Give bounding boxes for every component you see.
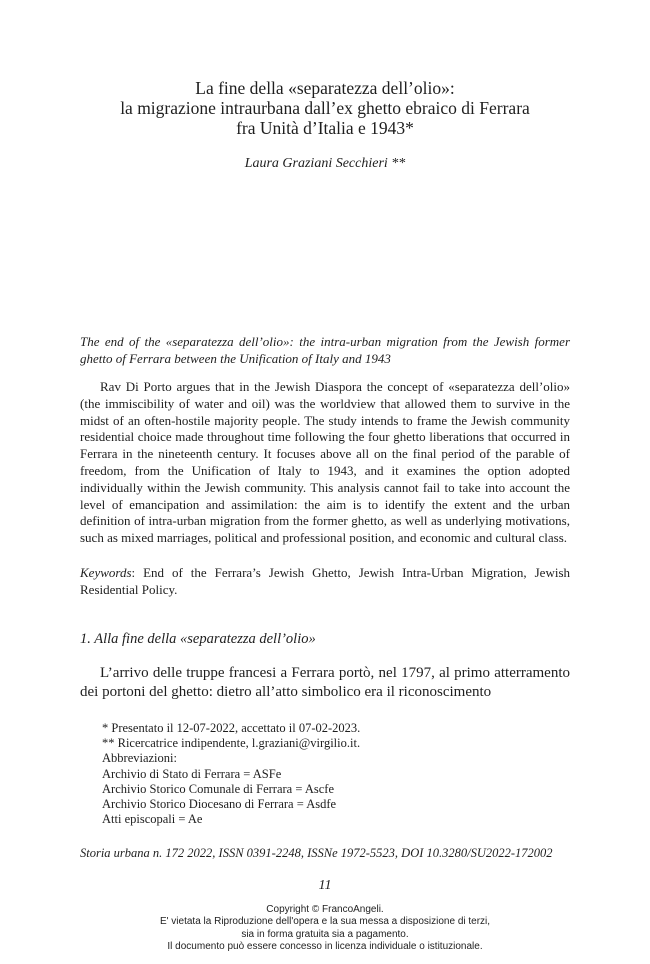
- footnote-abbrev-ascfe: Archivio Storico Comunale di Ferrara = Ascfe: [102, 781, 334, 796]
- title-line-1: La fine della «separatezza dell’olio»:: [195, 78, 455, 98]
- keywords-label: Keywords: [80, 565, 132, 580]
- section-heading: 1. Alla fine della «separatezza dell’olio»: [80, 631, 316, 647]
- copyright-line-4: Il documento può essere concesso in licenza individuale o istituzionale.: [167, 940, 483, 952]
- copyright-notice: [0, 904, 650, 953]
- article-title: [60, 78, 590, 138]
- footnote-abbrev-asfe: Archivio di Stato di Ferrara = ASFe: [102, 766, 282, 781]
- body-paragraph: L’arrivo delle truppe francesi a Ferrara portò, nel 1797, al primo atterramento dei portoni del ghetto: dietro all’atto simbolico era il riconoscimento: [80, 665, 570, 700]
- author-name: Laura Graziani Secchieri **: [244, 156, 406, 171]
- footnote-author: ** Ricercatrice indipendente, l.graziani@virgilio.it.: [102, 736, 361, 751]
- footnote-abbrev-ae: Atti episcopali = Ae: [102, 812, 203, 827]
- footnote-abbrev-heading: Abbreviazioni:: [102, 751, 177, 766]
- english-title: The end of the «separatezza dell’olio»: the intra-urban migration from the Jewish former ghetto of Ferrara between the Unification of Italy and 1943: [80, 334, 570, 366]
- title-line-3: fra Unità d’Italia e 1943*: [236, 118, 414, 138]
- footnote-abbrev-asdfe: Archivio Storico Diocesano di Ferrara = Asdfe: [102, 797, 337, 812]
- keywords: [80, 565, 570, 599]
- footnotes: [102, 721, 572, 827]
- copyright-line-3: sia in forma gratuita sia a pagamento.: [241, 928, 409, 940]
- title-line-2: la migrazione intraurbana dall’ex ghetto ebraico di Ferrara: [120, 98, 530, 118]
- footnote-submitted: * Presentato il 12-07-2022, accettato il 07-02-2023.: [102, 721, 361, 735]
- page-number: 11: [318, 878, 332, 893]
- keywords-text: : End of the Ferrara’s Jewish Ghetto, Jewish Intra-Urban Migration, Jewish Residential Policy.: [80, 565, 570, 597]
- copyright-line-2: E' vietata la Riproduzione dell'opera e la sua messa a disposizione di terzi,: [159, 916, 491, 928]
- abstract-paragraph: Rav Di Porto argues that in the Jewish Diaspora the concept of «separatezza dell’olio» (the immiscibility of water and oil) was the worldview that allowed them to survive in the midst of an often-hostile majority people. The study intends to frame the Jewish community residential choice made throughout time following the four ghetto liberations that occurred in Ferrara in the nineteenth century. It focuses above all on the final period of the parable of freedom, from the Unification of Italy to 1943, and it examines the option adopted individually within the Jewish community. This analysis cannot fail to take into account the level of emancipation and assimilation: the aim is to identify the extent and the urban definition of intra-urban migration from the former ghetto, as well as underlying motivations, such as mixed marriages, political and professional position, and economic and cultural class.: [80, 379, 570, 546]
- copyright-line-1: Copyright © FrancoAngeli.: [266, 904, 384, 915]
- journal-citation: Storia urbana n. 172 2022, ISSN 0391-2248, ISSNe 1972-5523, DOI 10.3280/SU2022-172002: [80, 846, 553, 860]
